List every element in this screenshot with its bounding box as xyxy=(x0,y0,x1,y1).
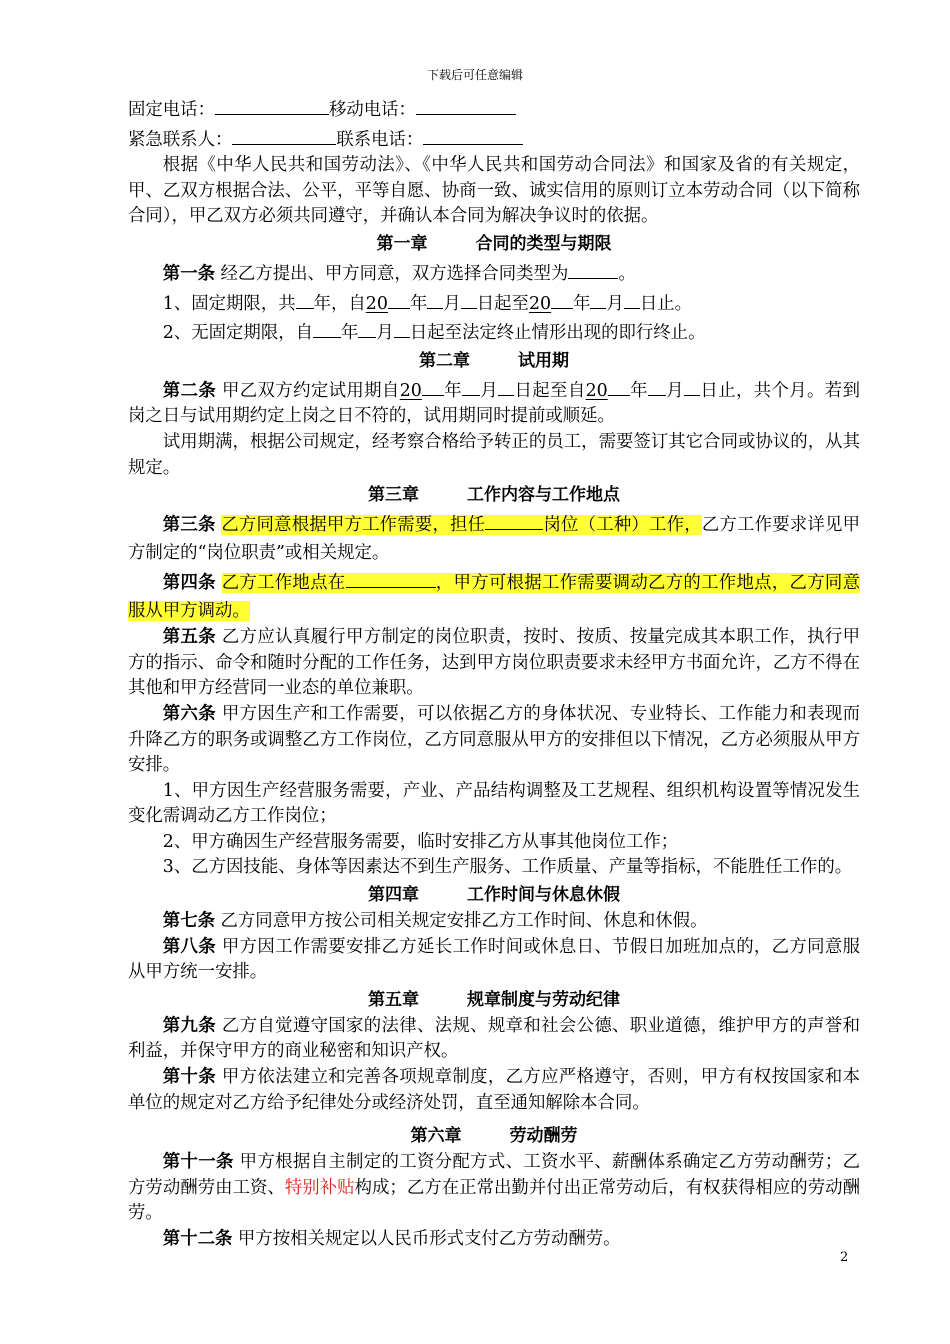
article-11 xyxy=(128,1150,860,1227)
article-11-part: 甲方根据自主制定的工资分配方式、工资水平、薪酬体系确定乙方劳动酬劳；乙方劳动酬劳由工资、 xyxy=(128,1152,860,1198)
article-2 xyxy=(128,375,860,430)
article-2-part: 个月。若到岗之日与试用期约定上岗之日不符的，试用期同时提前或顺延。 xyxy=(128,380,860,427)
chapter-5-title: 规章制度与劳动纪律 xyxy=(467,989,620,1010)
contact-phone-blank xyxy=(423,124,523,145)
article-4-highlight xyxy=(128,573,860,621)
chapter-2-title: 试用期 xyxy=(518,350,569,371)
article-2-part: 年 xyxy=(629,380,648,401)
contact-line-2 xyxy=(128,124,860,154)
item-2-part: 日起至法定终止情形出现的即行终止。 xyxy=(409,323,706,344)
article-6-label: 第六条 xyxy=(162,703,217,724)
year-prefix: 20 xyxy=(528,293,552,314)
emergency-contact-blank xyxy=(232,124,336,145)
blank xyxy=(313,317,341,338)
contact-line-1 xyxy=(128,94,860,124)
chapter-4-heading xyxy=(128,881,860,909)
chapter-3-heading xyxy=(128,481,860,509)
article-12-label: 第十二条 xyxy=(162,1229,233,1249)
year-prefix: 20 xyxy=(585,380,608,401)
article-3-highlight xyxy=(221,515,701,535)
chapter-1-number: 第一章 xyxy=(376,233,428,254)
chapter-1-heading xyxy=(128,230,860,258)
article-11-part: 构成；乙方在正常出勤并付出正常劳动后，有权获得相应的劳动酬劳。 xyxy=(128,1177,860,1224)
article-4-part: ，甲方可根据工作需要调动乙方的工作地点，乙方同意服从甲方调动。 xyxy=(128,573,860,622)
item-2-part: 月 xyxy=(376,323,394,344)
blank xyxy=(461,288,477,309)
article-12 xyxy=(128,1227,860,1253)
article-2-part: 年 xyxy=(443,380,462,401)
year-prefix: 20 xyxy=(365,293,388,314)
special-allowance-text: 特别补贴 xyxy=(284,1177,355,1198)
chapter-6-number: 第六章 xyxy=(410,1126,462,1147)
blank xyxy=(608,375,630,396)
year-prefix: 20 xyxy=(399,380,422,401)
chapter-3-number: 第三章 xyxy=(368,485,419,506)
article-8-text: 甲方因工作需要安排乙方延长工作时间或休息日、节假日加班加点的，乙方同意服从甲方统一安排。 xyxy=(128,936,860,983)
article-6-item-3: 3、乙方因技能、身体等因素达不到生产服务、工作质量、产量等指标，不能胜任工作的。 xyxy=(162,857,853,878)
chapter-4-number: 第四章 xyxy=(368,885,419,906)
page-number: 2 xyxy=(840,1250,849,1265)
position-blank xyxy=(485,509,543,530)
article-2-part: 日起至自 xyxy=(514,380,586,401)
article-5 xyxy=(128,625,860,702)
blank xyxy=(422,375,444,396)
blank xyxy=(358,317,376,338)
article-7-label: 第七条 xyxy=(162,911,215,932)
article-6-item-1: 1、甲方因生产经营服务需要，产业、产品结构调整及工艺规程、组织机构设置等情况发生变化需调动乙方工作岗位； xyxy=(128,780,860,827)
blank xyxy=(296,288,314,309)
article-10-label: 第十条 xyxy=(162,1067,217,1088)
article-8-label: 第八条 xyxy=(162,936,217,957)
blank xyxy=(590,288,606,309)
emergency-contact-label: 紧急联系人： xyxy=(128,129,233,150)
contract-type-blank xyxy=(568,258,618,279)
chapter-1-title: 合同的类型与期限 xyxy=(475,233,612,254)
fixed-phone-label: 固定电话： xyxy=(128,100,215,120)
chapter-5-number: 第五章 xyxy=(368,989,419,1010)
article-6 xyxy=(128,702,860,779)
chapter-2-number: 第二章 xyxy=(419,350,470,371)
chapter-4-title: 工作时间与休息休假 xyxy=(467,885,620,906)
item-2-part: 2、无固定期限，自 xyxy=(162,323,313,344)
item-1-part: 月 xyxy=(606,293,624,314)
item-2-part: 年 xyxy=(341,323,359,344)
article-4-label: 第四条 xyxy=(162,573,216,594)
article-3-rest: 乙方工作要求详见甲方制定的“岗位职责”或相关规定。 xyxy=(128,515,860,564)
item-1-part: 月 xyxy=(443,293,461,314)
article-2-part: 日止，共 xyxy=(700,380,772,401)
article-3 xyxy=(128,509,860,567)
item-1-part: 日止。 xyxy=(639,293,693,314)
article-2-paragraph-2: 试用期满，根据公司规定，经考察合格给予转正的员工，需要签订其它合同或协议的，从其规定。 xyxy=(128,431,860,478)
article-9 xyxy=(128,1014,860,1065)
intro-paragraph: 根据《中华人民共和国劳动法》、《中华人民共和国劳动合同法》和国家及省的有关规定，甲、乙双方根据合法、公平，平等自愿、协商一致、诚实信用的原则订立本劳动合同（以下简称合同），甲乙双方必须共同遵守，并确认本合同为解决争议时的依据。 xyxy=(128,155,860,227)
article-1-end: 。 xyxy=(618,263,636,284)
item-1-part: 年，自 xyxy=(313,293,366,314)
article-1-item-2 xyxy=(128,317,860,347)
article-1 xyxy=(128,258,860,288)
article-6-item-2: 2、甲方确因生产经营服务需要，临时安排乙方从事其他岗位工作； xyxy=(162,831,679,852)
blank xyxy=(551,288,573,309)
article-10 xyxy=(128,1065,860,1116)
header-note: 下载后可任意编辑 xyxy=(426,68,523,82)
blank xyxy=(684,375,700,396)
article-3-part: 乙方同意根据甲方工作需要，担任 xyxy=(221,515,486,536)
article-3-label: 第三条 xyxy=(162,515,216,536)
chapter-6-title: 劳动酬劳 xyxy=(509,1126,578,1147)
item-1-part: 1、固定期限，共 xyxy=(162,293,296,314)
blank xyxy=(462,375,480,396)
mobile-phone-blank xyxy=(416,94,516,115)
article-1-label: 第一条 xyxy=(162,263,215,284)
article-4 xyxy=(128,567,860,625)
article-9-label: 第九条 xyxy=(162,1015,217,1036)
chapter-5-heading xyxy=(128,986,860,1014)
article-2-part: 月 xyxy=(665,380,685,401)
article-11-label: 第十一条 xyxy=(162,1152,234,1173)
fixed-phone-blank xyxy=(215,94,329,115)
article-5-label: 第五条 xyxy=(162,627,217,648)
item-1-part: 年 xyxy=(573,293,591,314)
article-1-text: 经乙方提出、甲方同意，双方选择合同类型为 xyxy=(220,263,569,284)
article-9-text: 乙方自觉遵守国家的法律、法规、规章和社会公德、职业道德，维护甲方的声誉和利益，并保守甲方的商业秘密和知识产权。 xyxy=(128,1015,860,1062)
article-6-text: 甲方因生产和工作需要，可以依据乙方的身体状况、专业特长、工作能力和表现而升降乙方的职务或调整乙方工作岗位，乙方同意服从甲方的安排但以下情况，乙方必须服从甲方安排。 xyxy=(128,703,860,776)
article-2-label: 第二条 xyxy=(162,380,217,401)
contract-body xyxy=(128,94,860,1253)
contact-phone-label: 联系电话： xyxy=(336,129,424,150)
article-12-text: 甲方按相关规定以人民币形式支付乙方劳动酬劳。 xyxy=(237,1229,621,1249)
chapter-3-title: 工作内容与工作地点 xyxy=(467,485,620,506)
blank xyxy=(427,288,443,309)
article-2-part: 甲乙双方约定试用期自 xyxy=(222,380,400,401)
article-5-text: 乙方应认真履行甲方制定的岗位职责，按时、按质、按量完成其本职工作，执行甲方的指示、命令和随时分配的工作任务，达到甲方岗位职责要求未经甲方书面允许，乙方不得在其他和甲方经营同一业态的单位兼职。 xyxy=(128,627,860,699)
article-3-part: 岗位（工种）工作， xyxy=(543,515,702,536)
blank xyxy=(388,288,410,309)
blank xyxy=(624,288,640,309)
blank xyxy=(394,317,410,338)
chapter-2-heading xyxy=(128,347,860,375)
article-7-text: 乙方同意甲方按公司相关规定安排乙方工作时间、休息和休假。 xyxy=(220,911,708,932)
article-4-part: 乙方工作地点在 xyxy=(221,573,346,594)
chapter-6-heading xyxy=(128,1122,860,1150)
item-1-part: 日起至 xyxy=(476,293,529,314)
article-2-part: 月 xyxy=(479,380,499,401)
mobile-phone-label: 移动电话： xyxy=(328,100,416,120)
blank xyxy=(498,375,514,396)
article-8 xyxy=(128,935,860,986)
article-10-text: 甲方依法建立和完善各项规章制度，乙方应严格遵守，否则，甲方有权按国家和本单位的规定对乙方给予纪律处分或经济处罚，直至通知解除本合同。 xyxy=(128,1067,860,1113)
blank xyxy=(648,375,666,396)
workplace-blank xyxy=(346,567,436,588)
article-1-item-1 xyxy=(128,288,860,318)
item-1-part: 年 xyxy=(409,293,428,314)
article-7 xyxy=(128,909,860,935)
